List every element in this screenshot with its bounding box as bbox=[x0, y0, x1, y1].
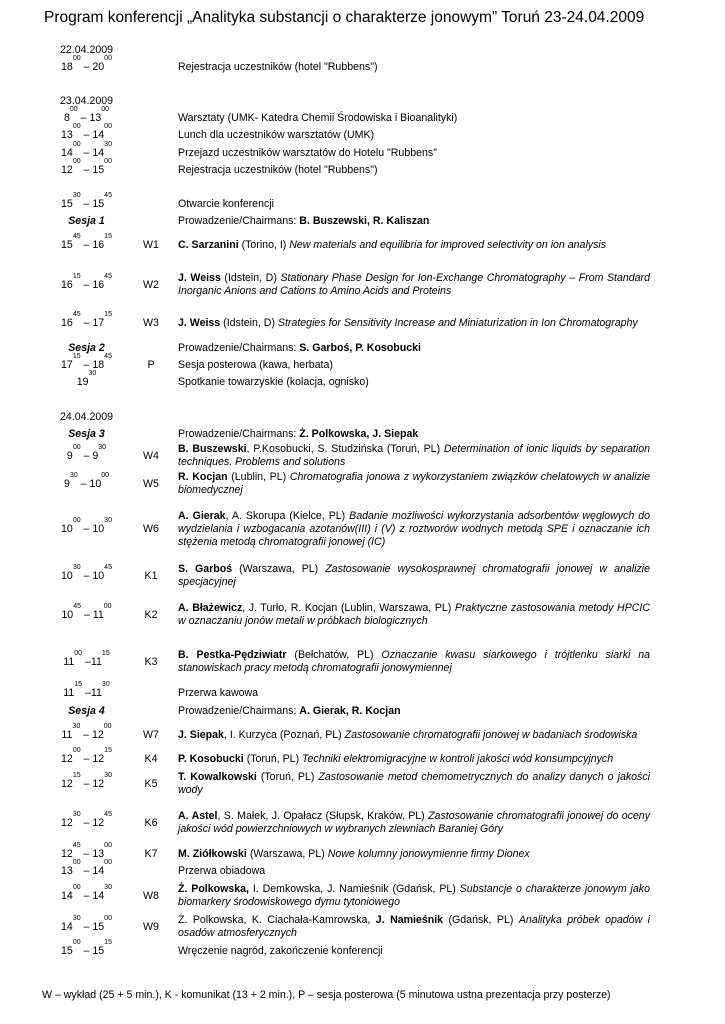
author-name: J. Siepak bbox=[178, 729, 224, 741]
author-name: A. Gierak bbox=[178, 510, 226, 522]
author-name: S. Garboś, P. Kosobucki bbox=[299, 342, 421, 354]
schedule-time: $16^{15} - 16^{45}$ bbox=[61, 273, 112, 291]
schedule-time: $11^{00}$ $-11^{15}$ bbox=[63, 650, 110, 668]
schedule-description: M. Ziółkowski (Warszawa, PL) Nowe kolumny jonowymienne firmy Dionex bbox=[178, 848, 530, 860]
presentation-code: W1 bbox=[143, 239, 159, 251]
presentation-code: K3 bbox=[144, 656, 158, 668]
author-name: B. Pestka-Pędziwiatr bbox=[178, 649, 287, 661]
author-name: Ż. Polkowska, J. Siepak bbox=[299, 428, 419, 440]
talk-title: Substancje o charakterze jonowym jako biomarkery środowiskowego dymu tytoniowego bbox=[178, 883, 650, 908]
schedule-description: Rejestracja uczestników (hotel "Rubbens") bbox=[178, 164, 378, 176]
talk-title: Techniki elektromigracyjne w kontroli jakości wód konsumpcyjnych bbox=[302, 753, 614, 765]
author-name: R. Kocjan bbox=[178, 471, 228, 483]
presentation-code: K7 bbox=[144, 848, 158, 860]
schedule-description: Ż. Polkowska, I. Demkowska, J. Namieśnik (Gdańsk, PL) Substancje o charakterze jonowym jako biomarkery środowiskowego dymu tytoniowego bbox=[178, 883, 650, 908]
schedule-time: $14^{00} - 14^{30}$ bbox=[61, 884, 112, 902]
schedule-time: $11^{15}$ $-11^{30}$ bbox=[63, 681, 110, 699]
schedule-time: $12^{15} - 12^{30}$ bbox=[61, 772, 112, 790]
schedule-description: P. Kosobucki (Toruń, PL) Techniki elektromigracyjne w kontroli jakości wód konsumpcyjnych bbox=[178, 753, 614, 765]
schedule-time: $17^{15} - 18^{45}$ bbox=[61, 353, 112, 371]
author-name: A. Astel bbox=[178, 810, 218, 822]
presentation-code: K4 bbox=[144, 753, 158, 765]
talk-title: Zastosowanie chromatografii jonowej w badaniach środowiska bbox=[344, 729, 638, 741]
author-name: J. Weiss bbox=[178, 272, 221, 284]
presentation-code: K2 bbox=[144, 609, 158, 621]
talk-title: Praktyczne zastosowania metody HPCIC w oznaczaniu jonów metali w próbkach biologicznych bbox=[178, 602, 651, 627]
author-name: A. Błażewicz bbox=[178, 602, 243, 614]
schedule-description: Wręczenie nagród, zakończenie konferencji bbox=[178, 945, 383, 957]
schedule-time: $8^{00} - 13^{00}$ bbox=[63, 106, 110, 124]
session-label: Sesja 1 bbox=[68, 215, 105, 227]
author-name: B. Buszewski bbox=[178, 443, 247, 455]
schedule-description: Ż. Polkowska, K. Ciachała-Kamrowska, J. Namieśnik (Gdańsk, PL) Analityka próbek opadów i osadów atmosferycznych bbox=[178, 914, 651, 939]
author-name: P. Kosobucki bbox=[178, 753, 244, 765]
schedule-date: 23.04.2009 bbox=[60, 95, 114, 107]
schedule-time: $11^{30} - 12^{00}$ bbox=[61, 723, 112, 741]
schedule-time: $9^{00} - 9^{30}$ bbox=[66, 444, 107, 462]
author-name: Ż. Polkowska, bbox=[178, 883, 249, 895]
schedule-description: Sesja posterowa (kawa, herbata) bbox=[178, 359, 333, 371]
session-label: Sesja 2 bbox=[68, 342, 105, 354]
presentation-code: K5 bbox=[144, 778, 158, 790]
schedule-time: $15^{30} - 15^{45}$ bbox=[61, 192, 112, 210]
schedule-time: $15^{45} - 16^{15}$ bbox=[61, 233, 112, 251]
schedule-description: Warsztaty (UMK- Katedra Chemii Środowiska i Bioanalityki) bbox=[178, 112, 458, 124]
schedule-description: Prowadzenie/Chairmans: A. Gierak, R. Kocjan bbox=[178, 705, 401, 717]
talk-title: Oznaczanie kwasu siarkowego i trójtlenku siarki na stanowiskach pracy metodą chromatografii jonowymiennej bbox=[178, 649, 650, 674]
schedule-time: $12^{30} - 12^{45}$ bbox=[61, 811, 112, 829]
schedule-description: J. Weiss (Idstein, D) Strategies for Sensitivity Increase and Miniaturization in Ion Chromatography bbox=[178, 317, 638, 329]
schedule-time: $12^{45} - 13^{00}$ bbox=[61, 842, 112, 860]
talk-title: Analityka próbek opadów i osadów atmosferycznych bbox=[178, 914, 651, 939]
author-name: M. Ziółkowski bbox=[178, 848, 247, 860]
presentation-code: K6 bbox=[144, 817, 158, 829]
talk-title: New materials and equilibria for improved selectivity on ion analysis bbox=[289, 239, 607, 251]
presentation-code: W8 bbox=[143, 890, 159, 902]
presentation-code: W7 bbox=[143, 729, 159, 741]
schedule-description: Prowadzenie/Chairmans: S. Garboś, P. Kosobucki bbox=[178, 342, 421, 354]
talk-title: Determination of ionic liquids by separation techniques. Problems and solutions bbox=[178, 443, 650, 468]
schedule-time: $15^{00} - 15^{15}$ bbox=[61, 939, 112, 957]
schedule-description: Lunch dla uczestników warsztatów (UMK) bbox=[178, 129, 375, 141]
schedule-time: $13^{00} - 14^{00}$ bbox=[61, 123, 112, 141]
schedule-description: J. Siepak, I. Kurzyca (Poznań, PL) Zastosowanie chromatografii jonowej w badaniach środowiska bbox=[178, 729, 638, 741]
schedule-time: $12^{00} - 12^{15}$ bbox=[61, 747, 112, 765]
schedule-time: $13^{00} - 14^{00}$ bbox=[61, 859, 112, 877]
schedule-description: Rejestracja uczestników (hotel "Rubbens") bbox=[178, 61, 378, 73]
legend-footer: W – wykład (25 + 5 min.), K - komunikat (13 + 2 min.), P – sesja posterowa (5 minutowa ustna prezentacja przy posterze) bbox=[42, 989, 611, 1001]
schedule-description: Prowadzenie/Chairmans: B. Buszewski, R. Kaliszan bbox=[178, 215, 430, 227]
schedule-description: Przejazd uczestników warsztatów do Hotelu "Rubbens” bbox=[178, 147, 437, 159]
schedule-description: T. Kowalkowski (Toruń, PL) Zastosowanie metod chemometrycznych do analizy danych o jakości wody bbox=[178, 771, 650, 796]
presentation-code: W4 bbox=[143, 450, 159, 462]
talk-title: Strategies for Sensitivity Increase and Miniaturization in Ion Chromatography bbox=[277, 317, 638, 329]
schedule-date: 24.04.2009 bbox=[60, 411, 114, 423]
schedule-time: $10^{00} - 10^{30}$ bbox=[61, 517, 112, 535]
schedule-description: Otwarcie konferencji bbox=[178, 198, 274, 210]
schedule-time: $14^{00} - 14^{30}$ bbox=[61, 141, 112, 159]
talk-title: Chromatografia jonowa z wykorzystaniem związków chelatowych w analizie biomedycznej bbox=[178, 471, 651, 496]
presentation-code: W3 bbox=[143, 317, 159, 329]
schedule-description: Przerwa kawowa bbox=[178, 687, 259, 699]
schedule-time: $19^{30}$ bbox=[76, 370, 97, 388]
author-name: B. Buszewski, R. Kaliszan bbox=[299, 215, 430, 227]
schedule-description: A. Astel, S. Małek, J. Opałacz (Słupsk, Kraków, PL) Zastosowanie chromatografii jonowej do oceny jakości wód powierzchniowych w wybranych zlewniach Baraniej Góry bbox=[178, 810, 650, 835]
schedule-time: $18^{00} - 20^{00}$ bbox=[61, 55, 112, 73]
schedule-time: $12^{00} - 15^{00}$ bbox=[61, 158, 112, 176]
schedule-description: Prowadzenie/Chairmans: Ż. Polkowska, J. Siepak bbox=[178, 428, 419, 440]
schedule-time: $14^{30} - 15^{00}$ bbox=[61, 915, 112, 933]
schedule-time: $10^{45} - 11^{00}$ bbox=[61, 603, 112, 621]
talk-title: Stationary Phase Design for Ion-Exchange Chromatography – From Standard Inorganic Anions and Cations to Amino Acids and Proteins bbox=[178, 272, 650, 297]
author-name: A. Gierak, R. Kocjan bbox=[299, 705, 401, 717]
presentation-code: W6 bbox=[143, 523, 159, 535]
talk-title: Zastosowanie metod chemometrycznych do analizy danych o jakości wody bbox=[178, 771, 650, 796]
schedule-description: A. Gierak, A. Skorupa (Kielce, PL) Badanie możliwości wykorzystania adsorbentów węglowych do wydzielania i wzbogacania azotanów(III) i (V) z roztworów wodnych metodą SPE i oznaczanie ich stężenia metodą chromatografii jonowej (IC) bbox=[178, 510, 650, 548]
presentation-code: W9 bbox=[143, 921, 159, 933]
page-title: Program konferencji „Analityka substancji o charakterze jonowym” Toruń 23-24.04.2009 bbox=[44, 9, 645, 26]
schedule-description: B. Buszewski, P.Kosobucki, S. Studzińska (Toruń, PL) Determination of ionic liquids by separation techniques. Problems and solutions bbox=[178, 443, 650, 468]
presentation-code: K1 bbox=[144, 570, 158, 582]
talk-title: Zastosowanie chromatografii jonowej do oceny jakości wód powierzchniowych w wybranych zlewniach Baraniej Góry bbox=[178, 810, 650, 835]
session-label: Sesja 3 bbox=[68, 428, 105, 440]
schedule-description: S. Garboś (Warszawa, PL) Zastosowanie wysokosprawnej chromatografii jonowej w analizie specjacyjnej bbox=[178, 563, 651, 588]
schedule-description: A. Błażewicz, J. Turło, R. Kocjan (Lublin, Warszawa, PL) Praktyczne zastosowania metody HPCIC w oznaczaniu jonów metali w próbkach biologicznych bbox=[178, 602, 651, 627]
schedule-description: Spotkanie towarzyskie (kolacja, ognisko) bbox=[178, 376, 369, 388]
schedule-time: $9^{30} - 10^{00}$ bbox=[63, 472, 110, 490]
presentation-code: P bbox=[147, 359, 155, 371]
talk-title: Zastosowanie wysokosprawnej chromatografii jonowej w analizie specjacyjnej bbox=[178, 563, 651, 588]
schedule-description: C. Sarzanini (Torino, I) New materials and equilibria for improved selectivity on ion analysis bbox=[178, 239, 607, 251]
schedule-time: $10^{30} - 10^{45}$ bbox=[61, 564, 112, 582]
presentation-code: W2 bbox=[143, 279, 159, 291]
schedule-description: R. Kocjan (Lublin, PL) Chromatografia jonowa z wykorzystaniem związków chelatowych w analizie biomedycznej bbox=[178, 471, 651, 496]
schedule-date: 22.04.2009 bbox=[60, 44, 114, 56]
author-name: S. Garboś bbox=[178, 563, 233, 575]
schedule-description: B. Pestka-Pędziwiatr (Bełchatów, PL) Oznaczanie kwasu siarkowego i trójtlenku siarki na stanowiskach pracy metodą chromatografii jonowymiennej bbox=[178, 649, 650, 674]
schedule-time: $16^{45} - 17^{15}$ bbox=[61, 311, 112, 329]
author-name: J. Namieśnik bbox=[375, 914, 444, 926]
talk-title: Badanie możliwości wykorzystania adsorbentów węglowych do wydzielania i wzbogacania azotanów(III) i (V) z roztworów wodnych metodą SPE i oznaczanie ich stężenia metodą chromatografii jonowej (IC) bbox=[178, 510, 650, 548]
author-name: C. Sarzanini bbox=[178, 239, 239, 251]
schedule-description: Przerwa obiadowa bbox=[178, 865, 266, 877]
schedule-description: J. Weiss (Idstein, D) Stationary Phase Design for Ion-Exchange Chromatography – From Standard Inorganic Anions and Cations to Amino Acids and Proteins bbox=[178, 272, 650, 297]
talk-title: Nowe kolumny jonowymienne firmy Dionex bbox=[327, 848, 530, 860]
author-name: J. Weiss bbox=[178, 317, 221, 329]
author-name: T. Kowalkowski bbox=[178, 771, 257, 783]
presentation-code: W5 bbox=[143, 478, 159, 490]
session-label: Sesja 4 bbox=[68, 705, 105, 717]
